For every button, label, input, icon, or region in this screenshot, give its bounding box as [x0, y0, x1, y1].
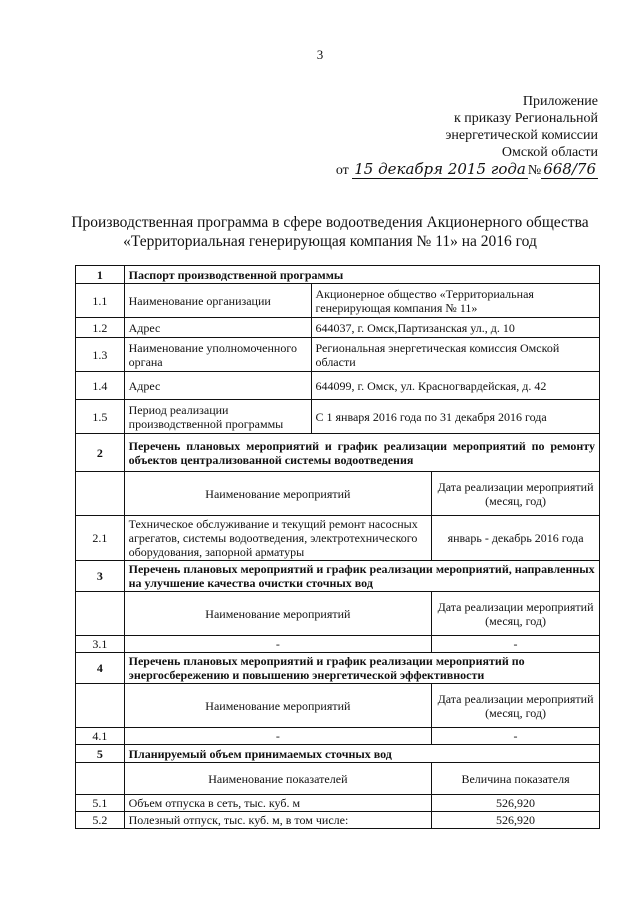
empty-cell: [76, 763, 125, 795]
row-number: 2.1: [76, 516, 125, 561]
row-number: 1.2: [76, 318, 125, 338]
section-header-row: [76, 561, 600, 592]
column-header-name: Наименование мероприятий: [124, 592, 431, 636]
table-row: [76, 338, 600, 372]
table-row: [76, 812, 600, 829]
section-header-row: [76, 745, 600, 763]
column-header-name: Наименование мероприятий: [124, 684, 431, 728]
section-title: Паспорт производственной программы: [124, 266, 599, 284]
appendix-line: энергетической комиссии: [445, 128, 598, 143]
number-prefix: №: [527, 163, 542, 178]
row-label: Адрес: [124, 318, 311, 338]
column-header-row: [76, 763, 600, 795]
row-number: 1.4: [76, 372, 125, 400]
handwritten-date: 15 декабря 2015 года: [354, 160, 526, 178]
table-row: [76, 372, 600, 400]
row-number: 1.5: [76, 400, 125, 434]
appendix-line: Омской области: [501, 145, 598, 160]
program-table: [75, 265, 600, 829]
row-name: Объем отпуска в сеть, тыс. куб. м: [124, 795, 431, 812]
row-name: Техническое обслуживание и текущий ремонт насосных агрегатов, системы водоотведения, электротехнического оборудования, запорной арматуры: [124, 516, 431, 561]
column-header-date: Дата реализации мероприятий (месяц, год): [432, 684, 600, 728]
row-number: 3.1: [76, 636, 125, 653]
row-label: Адрес: [124, 372, 311, 400]
empty-cell: [76, 684, 125, 728]
row-value: 644099, г. Омск, ул. Красногвардейская, д. 42: [311, 372, 599, 400]
column-header-date: Дата реализации мероприятий (месяц, год): [432, 592, 600, 636]
section-title: Планируемый объем принимаемых сточных вод: [124, 745, 599, 763]
page-number: 3: [316, 47, 324, 62]
row-name: -: [124, 636, 431, 653]
appendix-line: к приказу Региональной: [453, 111, 598, 126]
document-title: [60, 213, 600, 251]
column-header-row: [76, 684, 600, 728]
row-date: -: [432, 636, 600, 653]
empty-cell: [76, 592, 125, 636]
column-header-date: Дата реализации мероприятий (месяц, год): [432, 472, 600, 516]
row-number: 1.1: [76, 284, 125, 318]
table-row: [76, 284, 600, 318]
row-value: Акционерное общество «Территориальная генерирующая компания № 11»: [311, 284, 599, 318]
column-header-name: Наименование мероприятий: [124, 472, 431, 516]
row-label: Наименование организации: [124, 284, 311, 318]
section-number: 4: [76, 653, 125, 684]
section-title: Перечень плановых мероприятий и график реализации мероприятий по энергосбережению и повышению энергетической эффективности: [124, 653, 599, 684]
empty-cell: [76, 472, 125, 516]
table-row: [76, 318, 600, 338]
table-row: [76, 516, 600, 561]
section-number: 1: [76, 266, 125, 284]
table-row: [76, 636, 600, 653]
section-header-row: [76, 266, 600, 284]
order-date-line: [336, 160, 598, 179]
row-number: 5.1: [76, 795, 125, 812]
row-value: С 1 января 2016 года по 31 декабря 2016 года: [311, 400, 599, 434]
handwritten-number: 668/76: [543, 160, 596, 178]
section-header-row: [76, 434, 600, 472]
row-value: 526,920: [432, 795, 600, 812]
column-header-row: [76, 592, 600, 636]
section-number: 5: [76, 745, 125, 763]
row-name: Полезный отпуск, тыс. куб. м, в том числе:: [124, 812, 431, 829]
column-header-value: Величина показателя: [432, 763, 600, 795]
section-title: Перечень плановых мероприятий и график реализации мероприятий, направленных на улучшение качества очистки сточных вод: [124, 561, 599, 592]
row-number: 4.1: [76, 728, 125, 745]
section-title: Перечень плановых мероприятий и график реализации мероприятий по ремонту объектов централизованной системы водоотведения: [124, 434, 599, 472]
row-number: 1.3: [76, 338, 125, 372]
table-row: [76, 795, 600, 812]
date-prefix: от: [335, 163, 349, 178]
column-header-name: Наименование показателей: [124, 763, 431, 795]
title-line-1: Производственная программа в сфере водоотведения Акционерного общества: [71, 214, 589, 231]
row-number: 5.2: [76, 812, 125, 829]
column-header-row: [76, 472, 600, 516]
section-number: 2: [76, 434, 125, 472]
section-number: 3: [76, 561, 125, 592]
section-header-row: [76, 653, 600, 684]
title-line-2: «Территориальная генерирующая компания № 11» на 2016 год: [123, 233, 537, 250]
row-value: 526,920: [432, 812, 600, 829]
row-value: Региональная энергетическая комиссия Омской области: [311, 338, 599, 372]
appendix-header: [445, 93, 598, 161]
row-label: Период реализации производственной программы: [124, 400, 311, 434]
table-row: [76, 400, 600, 434]
row-value: 644037, г. Омск,Партизанская ул., д. 10: [311, 318, 599, 338]
row-label: Наименование уполномоченного органа: [124, 338, 311, 372]
appendix-line: Приложение: [522, 94, 598, 109]
row-name: -: [124, 728, 431, 745]
table-row: [76, 728, 600, 745]
row-date: январь - декабрь 2016 года: [432, 516, 600, 561]
row-date: -: [432, 728, 600, 745]
